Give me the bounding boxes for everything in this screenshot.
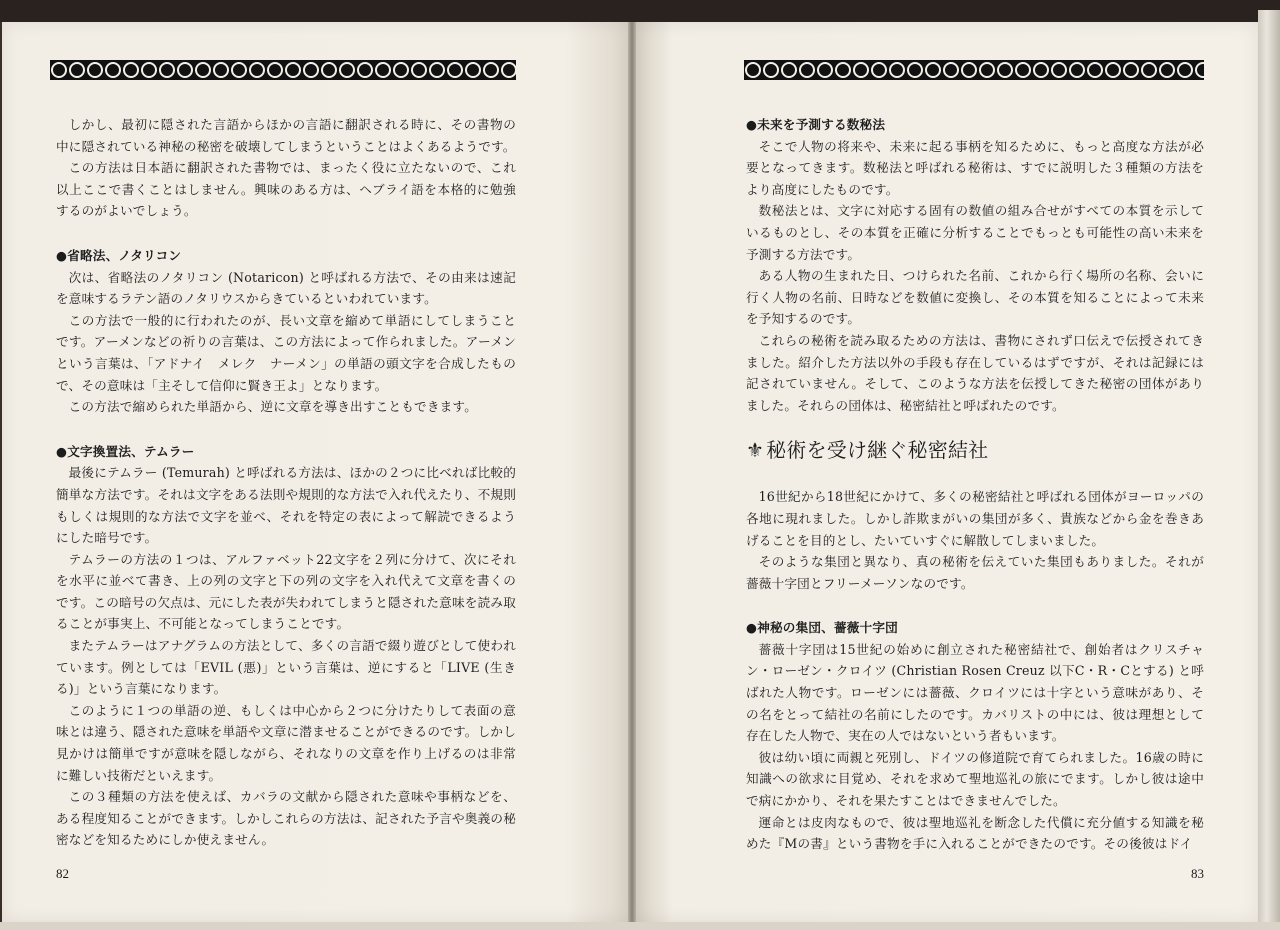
- paragraph: 彼は幼い頃に両親と死別し、ドイツの修道院で育てられました。16歳の時に知識への欲求に目覚め、それを求めて聖地巡礼の旅にでます。しかし彼は途中で病にかかり、それを果たすことはできませんでした。: [746, 749, 1204, 809]
- section-heading: ●省略法、ノタリコン: [56, 247, 182, 263]
- paragraph: ある人物の生まれた日、つけられた名前、これから行く場所の名称、会いに行く人物の名前、日時などを数値に変換し、その本質を知ることによって未来を予知するのです。: [746, 268, 1204, 327]
- paragraph: またテムラーはアナグラムの方法として、多くの言語で綴り遊びとして使われています。例としては「EVIL (悪)」という言葉は、逆にすると「LIVE (生きる)」という言葉になります。: [56, 638, 516, 697]
- page-number: 83: [1191, 866, 1204, 881]
- paragraph: この３種類の方法を使えば、カバラの文献から隠された意味や事柄などを、ある程度知ることができます。しかしこれらの方法は、記された予言や奥義の秘密などを知るためにしか使えません。: [56, 789, 516, 848]
- paragraph: しかし、最初に隠された言語からほかの言語に翻訳される時に、その書物の中に隠されている神秘の秘密を破壊してしまうということはよくあるようです。: [56, 117, 516, 154]
- paragraph: この方法は日本語に翻訳された書物では、まったく役に立たないので、これ以上ここで書くことはしません。興味のある方は、ヘブライ語を本格的に勉強するのがよいでしょう。: [56, 160, 516, 219]
- left-page: [2, 22, 629, 922]
- fleur-de-lis-icon: ⚜: [746, 438, 765, 463]
- page-number: 82: [56, 866, 69, 881]
- paragraph: 次は、省略法のノタリコン (Notaricon) と呼ばれる方法で、その由来は速記を意味するラテン語のノタリウスからきているといわれています。: [56, 269, 516, 307]
- paragraph: 最後にテムラー (Temurah) と呼ばれる方法は、ほかの２つに比べれば比較的簡単な方法です。それは文字をある法則や規則的な方法で入れ代えたり、不規則もしくは規則的な方法で文字を並べ、それを特定の表によって解読できるようにした暗号です。: [56, 465, 516, 546]
- left-body-text: [56, 114, 516, 851]
- paragraph: 16世紀から18世紀にかけて、多くの秘密結社と呼ばれる団体がヨーロッパの各地に現れました。しかし詐欺まがいの集団が多く、貴族などから金を巻きあげることを目的とし、たいていすぐに解散してしまいました。: [746, 489, 1204, 548]
- paragraph: この方法で縮められた単語から、逆に文章を導き出すこともできます。: [68, 399, 477, 415]
- paragraph: 数秘法とは、文字に対応する固有の数値の組み合せがすべての本質を示しているものとし、その本質を正確に分析することでもっとも可能性の高い未来を予測する方法です。: [746, 203, 1204, 262]
- book-gutter: [628, 22, 636, 922]
- decorative-border-top: [744, 60, 1204, 80]
- right-body-text: [746, 114, 1204, 855]
- right-page: [636, 22, 1258, 922]
- paragraph: 薔薇十字団は15世紀の始めに創立された秘密結社で、創始者はクリスチャン・ローゼン・クロイツ (Christian Rosen Creuz 以下C・R・Cとする) と呼ばれた人物です。ローゼンには薔薇、クロイツには十字という意味があり、その名をとって結社の名前にしたのです。カバリストの中には、彼は理想として存在した人物で、実在の人ではないという者もいます。: [746, 641, 1204, 744]
- section-heading: ●文字換置法、テムラー: [56, 443, 195, 459]
- paragraph: これらの秘術を読み取るための方法は、書物にされず口伝えで伝授されてきました。紹介した方法以外の手段も存在しているはずですが、それは記録には記されていません。そして、このような方法を伝授してきた秘密の団体がありました。それらの団体は、秘密結社と呼ばれたのです。: [746, 332, 1204, 413]
- paragraph: そこで人物の将来や、未来に起る事柄を知るために、もっと高度な方法が必要となってきます。数秘法と呼ばれる秘術は、すでに説明した３種類の方法をより高度にしたものです。: [746, 138, 1204, 197]
- decorative-border-top: [50, 60, 516, 80]
- book-edge: [1258, 10, 1280, 930]
- book-bottom-edge: [0, 922, 1280, 930]
- section-heading: ●未来を予測する数秘法: [746, 117, 886, 132]
- paragraph: 運命とは皮肉なもので、彼は聖地巡礼を断念した代償に充分値する知識を秘めた『Mの書』という書物を手に入れることができたのです。その後彼はドイ: [746, 814, 1204, 852]
- paragraph: テムラーの方法の１つは、アルファベット22文字を２列に分けて、次にそれを水平に並べて書き、上の列の文字と下の列の文字を入れ代えて文章を書くのです。この暗号の欠点は、元にした表が失われてしまうと隠された意味を読み取ることが事実上、不可能となってしまうことです。: [56, 551, 516, 632]
- paragraph: そのような集団と異なり、真の秘術を伝えていた集団もありました。それが薔薇十字団とフリーメーソンなのです。: [746, 554, 1204, 591]
- section-heading: ●神秘の集団、薔薇十字団: [746, 620, 898, 636]
- paragraph: このように１つの単語の逆、もしくは中心から２つに分けたりして表面の意味とは違う、隠された意味を単語や文章に潜ませることができるのです。しかし見かけは簡単ですが意味を隠しながら、それなりの文章を作り上げるのは非常に難しい技術だといえます。: [56, 702, 516, 783]
- chapter-heading-text: 秘術を受け継ぐ秘密結社: [766, 438, 989, 463]
- chapter-heading: [746, 436, 1204, 464]
- paragraph: この方法で一般的に行われたのが、長い文章を縮めて単語にしてしまうことです。アーメンなどの祈りの言葉は、この方法によって作られました。アーメンという言葉は、「アドナイ メレク ナーメン」の単語の頭文字を合成したもので、その意味は「主そして信仰に賢き王よ」となります。: [56, 312, 516, 393]
